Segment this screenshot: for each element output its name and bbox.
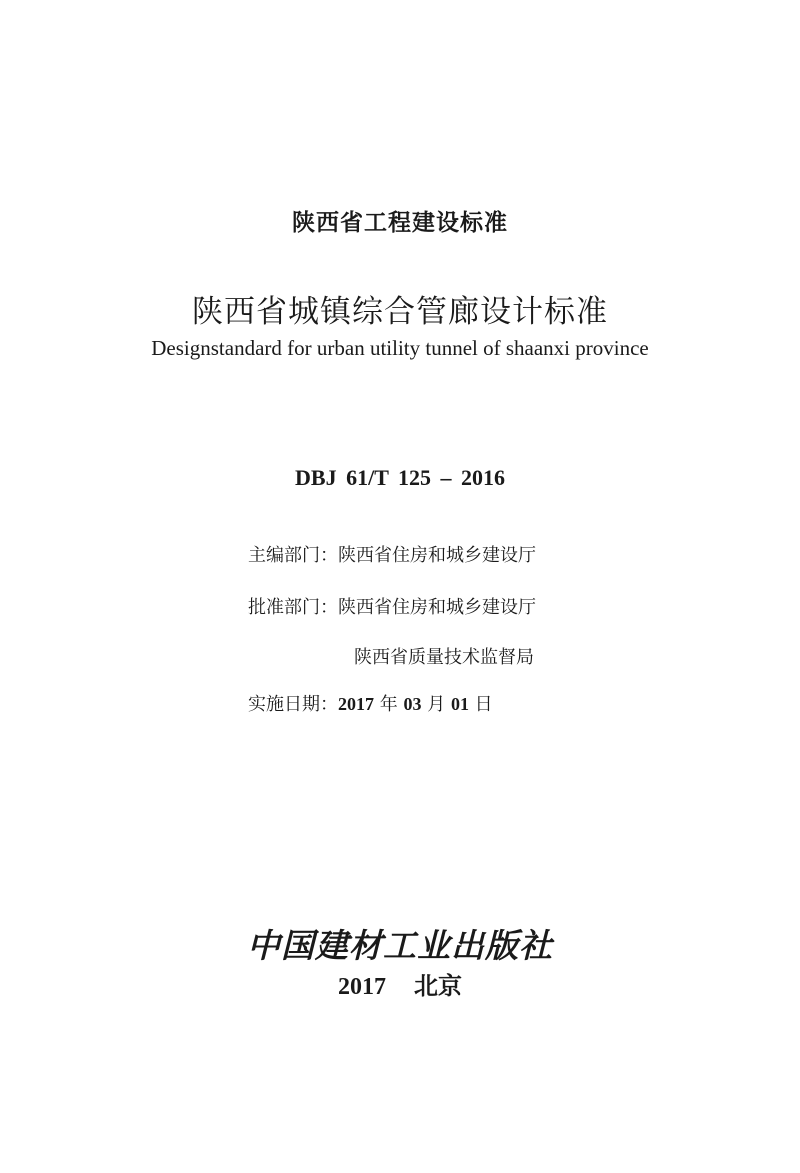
publisher-name: 中国建材工业出版社 bbox=[247, 926, 553, 965]
publish-year: 2017 bbox=[338, 974, 386, 1000]
approver-separator: ： bbox=[320, 597, 338, 618]
publish-city: 北京 bbox=[414, 974, 462, 1000]
effective-date-row bbox=[248, 690, 493, 716]
approver-value-2: 陕西省质量技术监督局 bbox=[354, 647, 534, 668]
effective-date-label: 实施日期 bbox=[248, 694, 320, 715]
english-title: Designstandard for urban utility tunnel of shaanxi province bbox=[151, 336, 649, 360]
effective-date-separator: ： bbox=[320, 694, 338, 715]
approver-value-1: 陕西省住房和城乡建设厅 bbox=[338, 597, 536, 618]
effective-month-unit: 月 bbox=[427, 694, 446, 715]
effective-year: 2017 bbox=[338, 694, 374, 714]
approver-row bbox=[248, 593, 536, 619]
effective-day-unit: 日 bbox=[474, 694, 493, 715]
effective-day: 01 bbox=[450, 694, 469, 714]
approver-row-2 bbox=[354, 643, 534, 669]
series-title: 陕西省工程建设标准 bbox=[292, 210, 508, 236]
standard-code: DBJ 61/T 125 – 2016 bbox=[295, 465, 505, 490]
editor-label: 主编部门 bbox=[248, 545, 320, 566]
document-title: 陕西省城镇综合管廊设计标准 bbox=[192, 294, 608, 330]
publish-info bbox=[0, 966, 800, 1001]
approver-label: 批准部门 bbox=[248, 597, 320, 618]
editor-row bbox=[248, 541, 536, 567]
effective-month: 03 bbox=[403, 694, 422, 714]
editor-separator: ： bbox=[320, 545, 338, 566]
effective-year-unit: 年 bbox=[379, 694, 398, 715]
editor-value: 陕西省住房和城乡建设厅 bbox=[338, 545, 536, 566]
